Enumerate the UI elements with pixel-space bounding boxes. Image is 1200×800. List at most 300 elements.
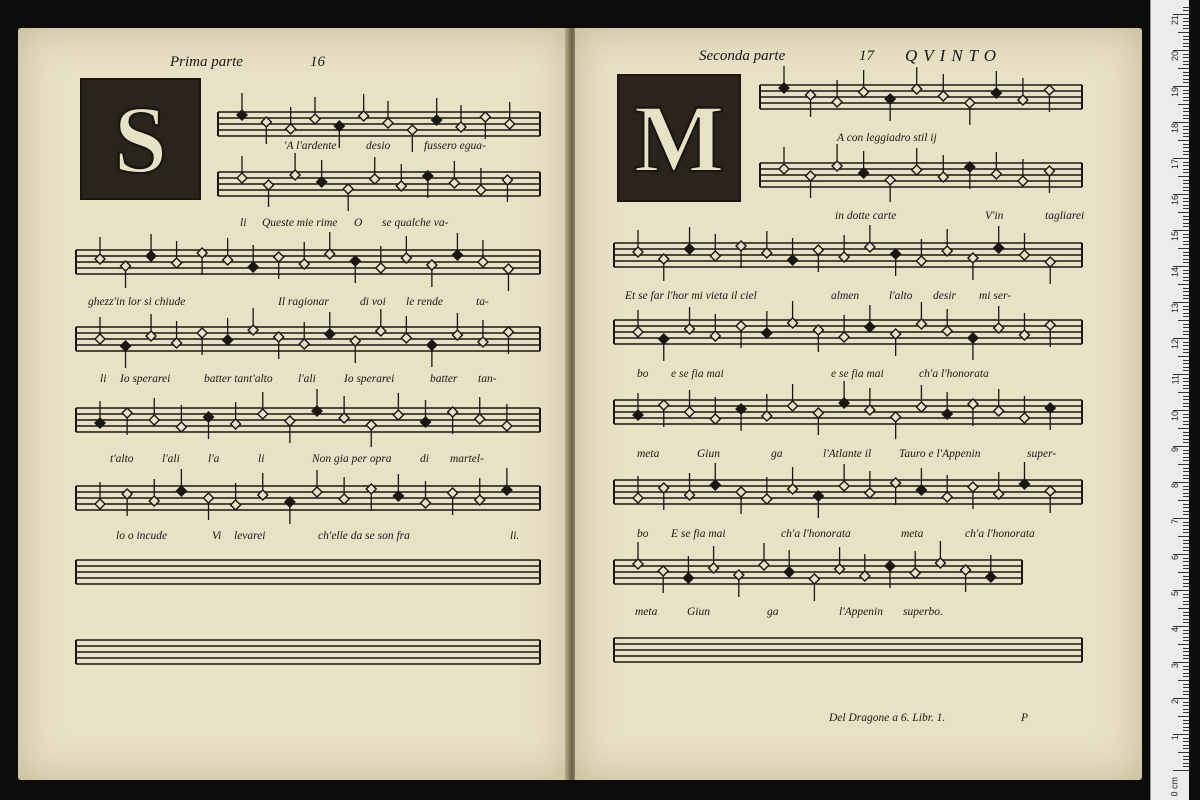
ruler-label: 1 — [1170, 735, 1180, 741]
ruler-tick — [1183, 763, 1189, 764]
ruler-tick — [1183, 363, 1189, 364]
ruler-tick — [1178, 356, 1189, 357]
note-head — [197, 328, 207, 338]
ruler-tick — [1183, 252, 1189, 253]
ruler-tick — [1183, 532, 1189, 533]
ruler-tick — [1183, 522, 1189, 523]
ruler-tick — [1183, 540, 1189, 541]
note-head — [176, 486, 186, 496]
ruler-tick — [1178, 284, 1189, 285]
note-head — [912, 165, 922, 175]
measurement-ruler — [1150, 0, 1189, 800]
ruler-tick — [1183, 226, 1189, 227]
ruler-tick — [1183, 118, 1189, 119]
note-head — [310, 114, 320, 124]
ruler-tick — [1178, 572, 1189, 573]
ruler-tick — [1183, 529, 1189, 530]
ruler-tick — [1183, 658, 1189, 659]
note-head — [788, 255, 798, 265]
ruler-tick — [1183, 489, 1189, 490]
note-head — [685, 407, 695, 417]
note-head — [325, 329, 335, 339]
note-head — [865, 488, 875, 498]
ruler-tick — [1183, 619, 1189, 620]
ruler-tick — [1183, 352, 1189, 353]
note-head — [865, 322, 875, 332]
ruler-tick — [1178, 680, 1189, 681]
ruler-tick — [1183, 511, 1189, 512]
ruler-label: 6 — [1170, 555, 1180, 561]
note-head — [286, 124, 296, 134]
note-head — [809, 574, 819, 584]
ruler-tick — [1183, 676, 1189, 677]
ruler-tick — [1183, 723, 1189, 724]
ruler-label: 20 — [1170, 51, 1180, 62]
ruler-tick — [1183, 234, 1189, 235]
ruler-label: 5 — [1170, 591, 1180, 597]
ruler-tick — [1183, 223, 1189, 224]
note-head — [916, 256, 926, 266]
ruler-tick — [1183, 18, 1189, 19]
ruler-tick — [1183, 583, 1189, 584]
ruler-label: 8 — [1170, 483, 1180, 489]
ruler-tick — [1183, 97, 1189, 98]
ruler-tick — [1178, 608, 1189, 609]
note-head — [839, 481, 849, 491]
ruler-tick — [1178, 536, 1189, 537]
ruler-label: 13 — [1170, 303, 1180, 314]
note-head — [505, 119, 515, 129]
note-head — [942, 492, 952, 502]
note-head — [231, 500, 241, 510]
note-head — [885, 561, 895, 571]
ruler-tick — [1183, 766, 1189, 767]
note-head — [710, 414, 720, 424]
ruler-tick — [1183, 57, 1189, 58]
ruler-tick — [1183, 349, 1189, 350]
ruler-tick — [1183, 262, 1189, 263]
note-head — [784, 567, 794, 577]
note-head — [968, 482, 978, 492]
lyric-line-r2: in dotte carte V'in tagliarei — [835, 210, 1085, 222]
note-head — [172, 258, 182, 268]
ruler-tick — [1178, 716, 1189, 717]
note-head — [452, 250, 462, 260]
ruler-tick — [1183, 730, 1189, 731]
ruler-tick — [1183, 651, 1189, 652]
ruler-tick — [1183, 370, 1189, 371]
ruler-tick — [1183, 705, 1189, 706]
ruler-tick — [1183, 205, 1189, 206]
ruler-tick — [1183, 126, 1189, 127]
ruler-tick — [1183, 493, 1189, 494]
note-head — [176, 422, 186, 432]
ruler-tick — [1183, 28, 1189, 29]
ruler-tick — [1183, 36, 1189, 37]
note-head — [991, 169, 1001, 179]
ruler-tick — [1183, 360, 1189, 361]
note-head — [965, 98, 975, 108]
note-head — [264, 180, 274, 190]
note-head — [449, 178, 459, 188]
note-head — [891, 412, 901, 422]
note-head — [448, 488, 458, 498]
ruler-label: 12 — [1170, 339, 1180, 350]
ruler-tick — [1178, 320, 1189, 321]
note-head — [633, 327, 643, 337]
ruler-tick — [1183, 244, 1189, 245]
ruler-tick — [1183, 417, 1189, 418]
ruler-tick — [1183, 309, 1189, 310]
ruler-unit-label: 0 cm — [1170, 777, 1180, 797]
note-head — [659, 334, 669, 344]
ruler-tick — [1183, 10, 1189, 11]
ruler-tick — [1183, 741, 1189, 742]
ruler-tick — [1183, 237, 1189, 238]
ruler-tick — [1183, 345, 1189, 346]
ruler-tick — [1183, 151, 1189, 152]
ruler-tick — [1183, 169, 1189, 170]
lyric-line-5: t'alto l'ali l'a li Non gia per opra di martel- — [110, 453, 484, 465]
note-head — [376, 263, 386, 273]
note-head — [503, 264, 513, 274]
ruler-tick — [1178, 140, 1189, 141]
lyric-line-6: lo o incude Vi levarei ch'elle da se son fra li. — [116, 530, 520, 542]
note-head — [736, 487, 746, 497]
ruler-tick — [1183, 259, 1189, 260]
note-head — [1045, 257, 1055, 267]
note-head — [736, 321, 746, 331]
ruler-tick — [1178, 104, 1189, 105]
ruler-label: 21 — [1170, 15, 1180, 26]
ruler-tick — [1183, 586, 1189, 587]
note-head — [1045, 320, 1055, 330]
note-head — [503, 327, 513, 337]
ruler-tick — [1183, 565, 1189, 566]
ruler-tick — [1183, 7, 1189, 8]
ruler-tick — [1183, 673, 1189, 674]
ruler-tick — [1183, 79, 1189, 80]
ruler-tick — [1178, 32, 1189, 33]
ruler-tick — [1183, 241, 1189, 242]
note-head — [658, 566, 668, 576]
ruler-tick — [1183, 144, 1189, 145]
ruler-tick — [1183, 453, 1189, 454]
lyric-line-r6: bo E se fia mai ch'a l'honorata meta ch'a l'honorata — [637, 528, 1035, 540]
note-head — [762, 494, 772, 504]
ruler-tick — [1183, 100, 1189, 101]
note-head — [683, 573, 693, 583]
ruler-tick — [1183, 525, 1189, 526]
ruler-tick — [1183, 291, 1189, 292]
ruler-tick — [1178, 500, 1189, 501]
note-head — [312, 487, 322, 497]
note-head — [427, 340, 437, 350]
ruler-tick — [1183, 691, 1189, 692]
ruler-tick — [1183, 133, 1189, 134]
ruler-label: 10 — [1170, 411, 1180, 422]
ruler-tick — [1178, 464, 1189, 465]
ruler-tick — [1183, 187, 1189, 188]
note-head — [258, 409, 268, 419]
note-head — [1044, 85, 1054, 95]
ruler-tick — [1183, 388, 1189, 389]
ruler-tick — [1183, 640, 1189, 641]
signature-mark: P — [1021, 712, 1029, 724]
ruler-label: 4 — [1170, 627, 1180, 633]
ruler-tick — [1183, 39, 1189, 40]
note-head — [350, 256, 360, 266]
ruler-tick — [1183, 496, 1189, 497]
ruler-tick — [1178, 392, 1189, 393]
ruler-tick — [1183, 82, 1189, 83]
note-head — [938, 91, 948, 101]
ruler-tick — [1183, 759, 1189, 760]
ruler-tick — [1183, 54, 1189, 55]
ruler-tick — [1183, 129, 1189, 130]
ruler-tick — [1183, 460, 1189, 461]
note-head — [806, 171, 816, 181]
note-head — [891, 249, 901, 259]
note-head — [274, 252, 284, 262]
ruler-tick — [1183, 316, 1189, 317]
note-head — [1018, 176, 1028, 186]
ruler-tick — [1183, 558, 1189, 559]
ruler-tick — [1183, 439, 1189, 440]
ruler-tick — [1183, 709, 1189, 710]
note-head — [633, 493, 643, 503]
ruler-tick — [1183, 748, 1189, 749]
note-head — [710, 480, 720, 490]
ruler-tick — [1183, 694, 1189, 695]
ruler-tick — [1183, 295, 1189, 296]
ruler-tick — [1183, 154, 1189, 155]
ruler-tick — [1183, 61, 1189, 62]
ruler-tick — [1183, 385, 1189, 386]
ruler-tick — [1183, 601, 1189, 602]
ruler-tick — [1173, 770, 1189, 771]
note-head — [343, 184, 353, 194]
note-head — [910, 568, 920, 578]
ruler-tick — [1183, 486, 1189, 487]
ruler-label: 3 — [1170, 663, 1180, 669]
note-head — [986, 572, 996, 582]
ruler-tick — [1183, 43, 1189, 44]
ruler-tick — [1183, 25, 1189, 26]
note-head — [839, 332, 849, 342]
note-head — [285, 416, 295, 426]
note-head — [942, 326, 952, 336]
ruler-tick — [1183, 514, 1189, 515]
lyric-line-r4: bo e se fia mai e se fia mai ch'a l'honorata — [637, 368, 989, 380]
ruler-tick — [1183, 327, 1189, 328]
ruler-tick — [1183, 183, 1189, 184]
ruler-tick — [1183, 399, 1189, 400]
ruler-tick — [1183, 406, 1189, 407]
ruler-tick — [1183, 219, 1189, 220]
ruler-label: 14 — [1170, 267, 1180, 278]
note-head — [421, 498, 431, 508]
ruler-tick — [1183, 331, 1189, 332]
lyric-line-2: li Queste mie rime O se qualche va- — [240, 217, 449, 229]
ruler-tick — [1183, 720, 1189, 721]
ruler-tick — [1183, 543, 1189, 544]
ruler-tick — [1183, 442, 1189, 443]
ruler-tick — [1178, 176, 1189, 177]
page-number-left: 16 — [310, 54, 325, 70]
note-head — [859, 87, 869, 97]
note-head — [1019, 413, 1029, 423]
ruler-label: 7 — [1170, 519, 1180, 525]
lyric-line-r3: Et se far l'hor mi vieta il ciel almen l'alto desir mi ser- — [625, 290, 1012, 302]
note-head — [832, 97, 842, 107]
ruler-tick — [1183, 745, 1189, 746]
ruler-tick — [1183, 684, 1189, 685]
note-head — [779, 164, 789, 174]
ruler-tick — [1183, 561, 1189, 562]
ruler-tick — [1183, 579, 1189, 580]
ruler-tick — [1183, 208, 1189, 209]
note-head — [149, 415, 159, 425]
note-head — [370, 174, 380, 184]
ruler-tick — [1183, 216, 1189, 217]
ruler-tick — [1183, 504, 1189, 505]
note-head — [237, 173, 247, 183]
ruler-label: 2 — [1170, 699, 1180, 705]
ruler-tick — [1183, 457, 1189, 458]
ruler-tick — [1178, 212, 1189, 213]
ruler-tick — [1178, 644, 1189, 645]
note-head — [476, 185, 486, 195]
ruler-tick — [1183, 111, 1189, 112]
ruler-tick — [1183, 190, 1189, 191]
ruler-tick — [1183, 594, 1189, 595]
initial-letter: M — [633, 84, 725, 192]
lyric-line-4: li Io sperarei batter tant'alto l'ali Io sperarei batter tan- — [100, 373, 497, 385]
ruler-label: 18 — [1170, 123, 1180, 134]
ruler-label: 15 — [1170, 231, 1180, 242]
ruler-tick — [1183, 298, 1189, 299]
ruler-tick — [1183, 507, 1189, 508]
lyric-line-r5: meta Giun ga l'Atlante il Tauro e l'Appenin super- — [637, 448, 1057, 460]
ruler-tick — [1183, 342, 1189, 343]
ruler-tick — [1183, 165, 1189, 166]
ruler-tick — [1183, 198, 1189, 199]
ruler-tick — [1183, 421, 1189, 422]
ruler-tick — [1183, 604, 1189, 605]
ruler-tick — [1183, 712, 1189, 713]
note-head — [762, 328, 772, 338]
ruler-tick — [1183, 162, 1189, 163]
ruler-tick — [1183, 180, 1189, 181]
note-head — [813, 245, 823, 255]
note-head — [95, 334, 105, 344]
ruler-tick — [1183, 255, 1189, 256]
ruler-tick — [1183, 612, 1189, 613]
ruler-tick — [1183, 378, 1189, 379]
ruler-tick — [1183, 367, 1189, 368]
ruler-tick — [1183, 687, 1189, 688]
ruler-tick — [1183, 622, 1189, 623]
ruler-tick — [1183, 648, 1189, 649]
ruler-tick — [1183, 637, 1189, 638]
lyric-line-1: 'A l'ardente desio fussero egua- — [284, 140, 486, 152]
page-number-right: 17 — [859, 48, 874, 64]
ruler-tick — [1183, 702, 1189, 703]
ruler-tick — [1183, 313, 1189, 314]
note-head — [475, 414, 485, 424]
ruler-tick — [1183, 108, 1189, 109]
ruler-tick — [1183, 280, 1189, 281]
ruler-tick — [1183, 471, 1189, 472]
note-head — [502, 421, 512, 431]
ruler-tick — [1183, 90, 1189, 91]
ruler-tick — [1183, 46, 1189, 47]
note-head — [788, 401, 798, 411]
ruler-tick — [1183, 172, 1189, 173]
ruler-tick — [1183, 306, 1189, 307]
ruler-tick — [1183, 576, 1189, 577]
note-head — [885, 175, 895, 185]
ruler-tick — [1183, 147, 1189, 148]
part-label-left: Prima parte — [170, 54, 243, 70]
note-head — [1045, 486, 1055, 496]
ruler-tick — [1183, 756, 1189, 757]
ruler-tick — [1183, 655, 1189, 656]
note-head — [121, 341, 131, 351]
ruler-tick — [1183, 468, 1189, 469]
initial-letter: S — [113, 85, 168, 193]
note-head — [813, 408, 823, 418]
lyric-line-r7: meta Giun ga l'Appenin superbo. — [635, 606, 943, 618]
note-head — [916, 402, 926, 412]
ruler-label: 9 — [1170, 447, 1180, 453]
ruler-tick — [1183, 633, 1189, 634]
ruler-tick — [1183, 396, 1189, 397]
ruler-tick — [1183, 201, 1189, 202]
ruler-tick — [1183, 435, 1189, 436]
ruler-tick — [1183, 270, 1189, 271]
ruler-label: 17 — [1170, 159, 1180, 170]
note-head — [122, 408, 132, 418]
part-label-right: Seconda parte — [699, 48, 786, 64]
ruler-tick — [1183, 597, 1189, 598]
ruler-tick — [1183, 424, 1189, 425]
ruler-tick — [1183, 273, 1189, 274]
note-head — [478, 257, 488, 267]
note-head — [146, 251, 156, 261]
ruler-tick — [1178, 248, 1189, 249]
ruler-tick — [1183, 381, 1189, 382]
ruler-tick — [1183, 288, 1189, 289]
ruler-tick — [1183, 550, 1189, 551]
ruler-tick — [1178, 428, 1189, 429]
ruler-tick — [1183, 93, 1189, 94]
ruler-tick — [1183, 64, 1189, 65]
note-head — [223, 335, 233, 345]
note-head — [204, 493, 214, 503]
ruler-tick — [1183, 403, 1189, 404]
ruler-tick — [1183, 136, 1189, 137]
note-head — [339, 494, 349, 504]
footer-attribution: Del Dragone a 6. Libr. 1. — [829, 712, 946, 724]
ruler-tick — [1183, 414, 1189, 415]
ruler-tick — [1183, 547, 1189, 548]
ruler-tick — [1183, 615, 1189, 616]
ruler-tick — [1183, 727, 1189, 728]
ruler-tick — [1183, 334, 1189, 335]
ruler-label: 16 — [1170, 195, 1180, 206]
